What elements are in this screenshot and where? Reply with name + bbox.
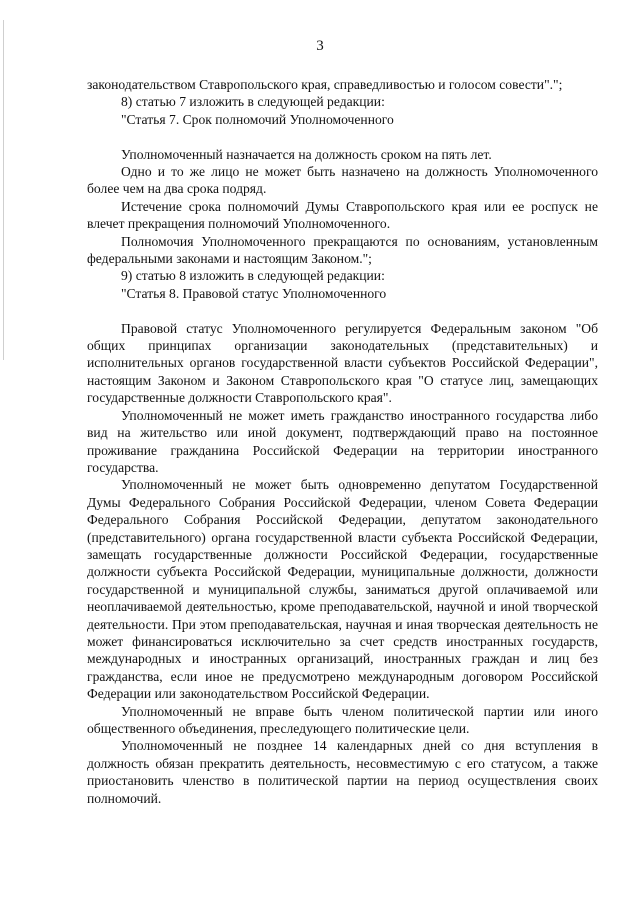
paragraph: Уполномоченный не вправе быть членом политической партии или иного общественного объединения, преследующего политические цели.	[87, 703, 598, 736]
paragraph: Полномочия Уполномоченного прекращаются по основаниям, установленным федеральными законами и настоящим Законом.";	[87, 233, 598, 267]
document-body	[87, 76, 598, 807]
paragraph: Уполномоченный не может быть одновременно депутатом Государственной Думы Федерального Собрания Российской Федерации, членом Совета Федерации Федерального Собрания Российской Федерации, депутатом законодательного (представительного) органа государственной власти субъекта Российской Федерации, замещать государственные должности Российской Федерации, государственные должности субъекта Российской Федерации, муниципальные должности, должности государственной и муниципальной службы, заниматься другой оплачиваемой или неоплачиваемой деятельностью, кроме преподавательской, научной и иной творческой деятельности. При этом преподавательская, научная и иная творческая деятельность не может финансироваться исключительно за счет средств иностранных государств, международных и иностранных организаций, иностранных граждан и лиц без гражданства, если иное не предусмотрено международным договором Российской Федерации или законодательством Российской Федерации.	[87, 477, 598, 702]
paragraph: Правовой статус Уполномоченного регулируется Федеральным законом "Об общих принципах организации законодательных (представительных) и исполнительных органов государственной власти субъектов Российской Федерации", настоящим Законом и Законом Ставропольского края "О статусе лиц, замещающих государственные должности Ставропольского края".	[87, 320, 598, 406]
paragraph: Уполномоченный не может иметь гражданство иностранного государства либо вид на жительство или иной документ, подтверждающий право на постоянное проживание гражданина Российской Федерации на территории иностранного государства.	[87, 407, 598, 475]
paragraph: Истечение срока полномочий Думы Ставропольского края или ее роспуск не влечет прекращения полномочий Уполномоченного.	[87, 198, 598, 232]
paragraph-item-9: 9) статью 8 изложить в следующей редакции:	[121, 268, 385, 284]
paragraph: Одно и то же лицо не может быть назначено на должность Уполномоченного более чем на два срока подряд.	[87, 164, 598, 197]
paragraph: Уполномоченный назначается на должность сроком на пять лет.	[121, 146, 492, 162]
article-8-heading: "Статья 8. Правовой статус Уполномоченного	[121, 285, 387, 301]
paragraph-continuation: законодательством Ставропольского края, справедливостью и голосом совести".";	[87, 77, 563, 92]
paragraph-item-8: 8) статью 7 изложить в следующей редакции:	[121, 94, 385, 110]
scan-edge-mark	[3, 20, 4, 360]
article-7-heading: "Статья 7. Срок полномочий Уполномоченного	[121, 111, 394, 127]
page-number: 3	[316, 38, 324, 54]
paragraph: Уполномоченный не позднее 14 календарных дней со дня вступления в должность обязан прекратить деятельность, несовместимую с его статусом, а также приостановить членство в политической партии на период осуществления своих полномочий.	[87, 738, 598, 806]
